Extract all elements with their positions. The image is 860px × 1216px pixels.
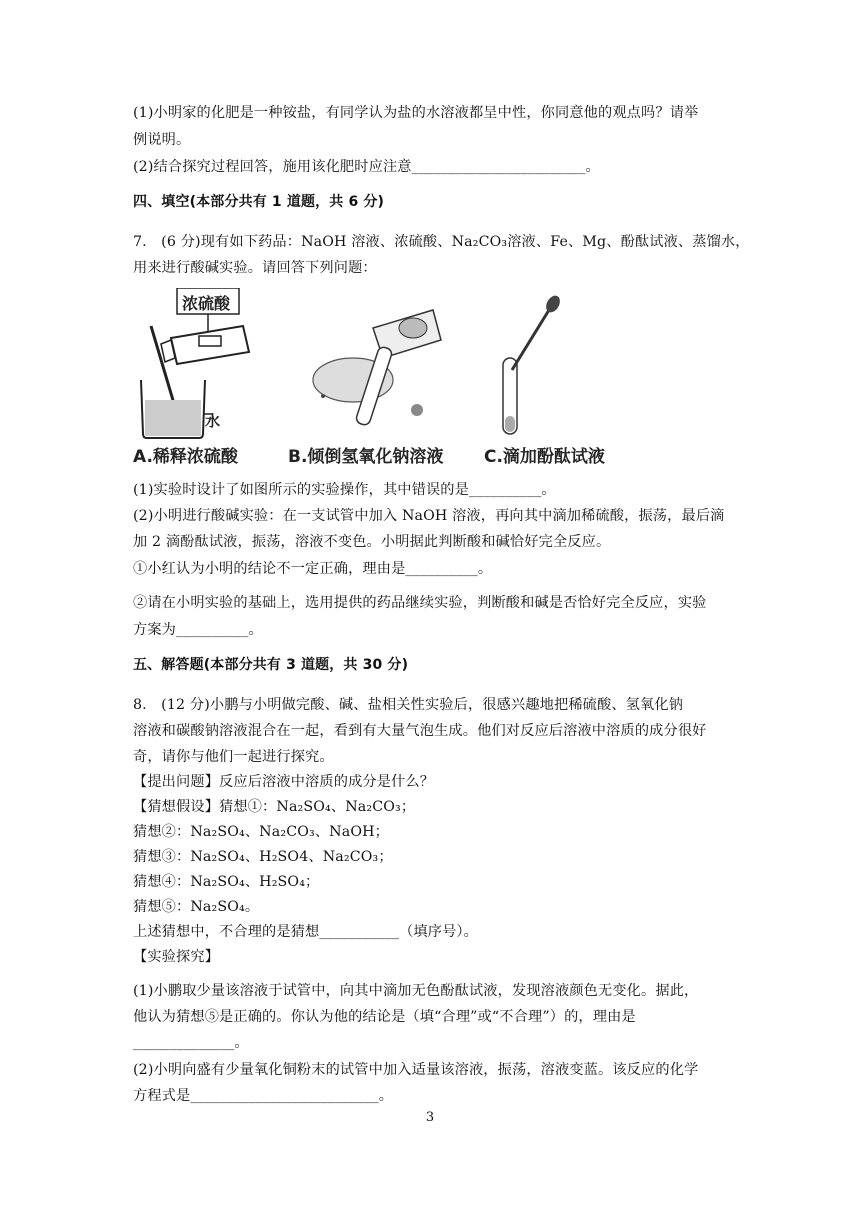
question-8-line: 上述猜想中，不合理的是猜想___________（填序号）。 — [133, 924, 478, 940]
caption-b: B.倾倒氢氧化钠溶液 — [288, 447, 444, 467]
question-7-line: 用来进行酸碱实验。请回答下列问题： — [133, 260, 377, 276]
text-line: (2)结合探究过程回答，施用该化肥时应注意________________________。 — [133, 159, 600, 175]
question-8-line: 【实验探究】 — [133, 949, 220, 965]
question-7-line: (2)小明进行酸碱实验：在一支试管中加入 NaOH 溶液，再向其中滴加稀硫酸，振荡，最后滴 — [133, 508, 725, 524]
question-7-line: 7. (6 分)现有如下药品：NaOH 溶液、浓硫酸、Na₂CO₃溶液、Fe、Mg、酚酞试液、蒸馏水， — [133, 234, 750, 250]
question-7-line: 方案为__________。 — [133, 622, 263, 638]
question-8-line: (2)小明向盛有少量氧化铜粉末的试管中加入适量该溶液，振荡，溶液变蓝。该反应的化学 — [133, 1062, 699, 1078]
question-7-line: ②请在小明实验的基础上，选用提供的药品继续实验，判断酸和碱是否恰好完全反应，实验 — [133, 595, 707, 611]
page-number: 3 — [425, 1110, 435, 1125]
question-7-line: (1)实验时设计了如图所示的实验操作，其中错误的是__________。 — [133, 482, 556, 498]
question-8-line: 猜想④：Na₂SO₄、H₂SO₄； — [133, 874, 320, 890]
question-7-line: ①小红认为小明的结论不一定正确，理由是__________。 — [133, 561, 493, 577]
question-8-line: 猜想⑤：Na₂SO₄。 — [133, 899, 260, 915]
question-8-line: (1)小鹏取少量该溶液于试管中，向其中滴加无色酚酞试液，发现溶液颜色无变化。据此， — [133, 983, 699, 999]
question-8-line: 【猜想假设】猜想①：Na₂SO₄、Na₂CO₃； — [133, 799, 416, 815]
label-water: 水 — [205, 412, 221, 430]
question-7-line: 加 2 滴酚酞试液，振荡，溶液不变色。小明据此判断酸和碱恰好完全反应。 — [133, 534, 611, 550]
question-8-line: 8. (12 分)小鹏与小明做完酸、碱、盐相关性实验后，很感兴趣地把稀硫酸、氢氧化钠 — [133, 697, 684, 713]
question-8-line: 奇，请你与他们一起进行探究。 — [133, 749, 334, 765]
question-8-line: 方程式是__________________________。 — [133, 1088, 394, 1104]
question-8-line: 猜想②：Na₂SO₄、Na₂CO₃、NaOH； — [133, 824, 389, 840]
section-heading: 五、解答题(本部分共有 3 道题，共 30 分) — [133, 657, 409, 673]
caption-a: A.稀释浓硫酸 — [133, 447, 238, 467]
text-line: 例说明。 — [133, 132, 191, 148]
caption-c: C.滴加酚酞试液 — [484, 447, 605, 467]
question-8-line: 他认为猜想⑤是正确的。你认为他的结论是（填“合理”或“不合理”）的，理由是 — [133, 1009, 636, 1025]
apparatus-drawing — [133, 288, 633, 468]
question-8-line: 溶液和碳酸钠溶液混合在一起，看到有大量气泡生成。他们对反应后溶液中溶质的成分很好 — [133, 723, 707, 739]
section-heading: 四、填空(本部分共有 1 道题，共 6 分) — [133, 194, 385, 210]
question-8-line: ______________。 — [133, 1035, 249, 1051]
text-line: (1)小明家的化肥是一种铵盐，有同学认为盐的水溶液都呈中性，你同意他的观点吗？请举 — [133, 105, 699, 121]
question-8-line: 猜想③：Na₂SO₄、H₂SO4、Na₂CO₃； — [133, 849, 393, 865]
question-8-line: 【提出问题】反应后溶液中溶质的成分是什么？ — [133, 774, 435, 790]
label-acid: 浓硫酸 — [182, 294, 231, 313]
